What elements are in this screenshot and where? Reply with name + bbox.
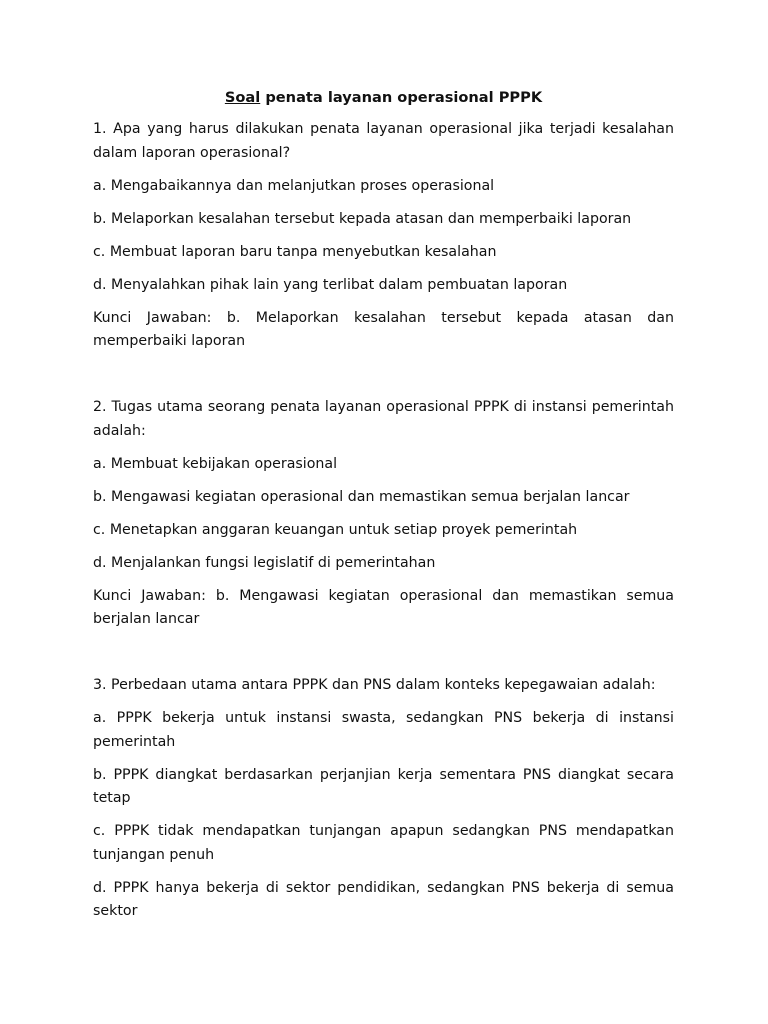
spacer <box>93 641 674 674</box>
answer-option: a. Membuat kebijakan operasional <box>93 455 338 472</box>
question-text: 2. Tugas utama seorang penata layanan operasional PPPK di instansi pemerintah adalah: <box>93 399 674 439</box>
answer-option: d. PPPK hanya bekerja di sektor pendidikan, sedangkan PNS bekerja di semua sektor <box>93 879 674 919</box>
answer-option: b. PPPK diangkat berdasarkan perjanjian kerja sementara PNS diangkat secara tetap <box>93 766 674 806</box>
answer-option: d. Menyalahkan pihak lain yang terlibat dalam pembuatan laporan <box>93 276 568 293</box>
document-title <box>93 86 674 109</box>
answer-option: b. Mengawasi kegiatan operasional dan memastikan semua berjalan lancar <box>93 488 630 505</box>
question-text: 3. Perbedaan utama antara PPPK dan PNS dalam konteks kepegawaian adalah: <box>93 677 656 693</box>
question-block <box>93 396 674 632</box>
spacer <box>93 363 674 396</box>
answer-option: d. Menjalankan fungsi legislatif di pemerintahan <box>93 554 436 571</box>
answer-key: Kunci Jawaban: b. Mengawasi kegiatan operasional dan memastikan semua berjalan lancar <box>93 587 674 627</box>
answer-option: c. Menetapkan anggaran keuangan untuk setiap proyek pemerintah <box>93 521 578 538</box>
document-body <box>93 86 674 933</box>
answer-option: c. Membuat laporan baru tanpa menyebutkan kesalahan <box>93 243 497 260</box>
title-underlined-word: Soal <box>224 89 261 106</box>
answer-option: c. PPPK tidak mendapatkan tunjangan apapun sedangkan PNS mendapatkan tunjangan penuh <box>93 823 674 863</box>
answer-option: a. Mengabaikannya dan melanjutkan proses operasional <box>93 177 495 194</box>
answer-key: Kunci Jawaban: b. Melaporkan kesalahan tersebut kepada atasan dan memperbaiki laporan <box>93 309 674 349</box>
answer-option: b. Melaporkan kesalahan tersebut kepada atasan dan memperbaiki laporan <box>93 210 632 227</box>
title-text: penata layanan operasional PPPK <box>260 89 543 106</box>
answer-option: a. PPPK bekerja untuk instansi swasta, sedangkan PNS bekerja di instansi pemerintah <box>93 710 674 750</box>
question-block <box>93 118 674 354</box>
question-block <box>93 674 674 924</box>
question-text: 1. Apa yang harus dilakukan penata layanan operasional jika terjadi kesalahan dalam laporan operasional? <box>93 121 674 161</box>
